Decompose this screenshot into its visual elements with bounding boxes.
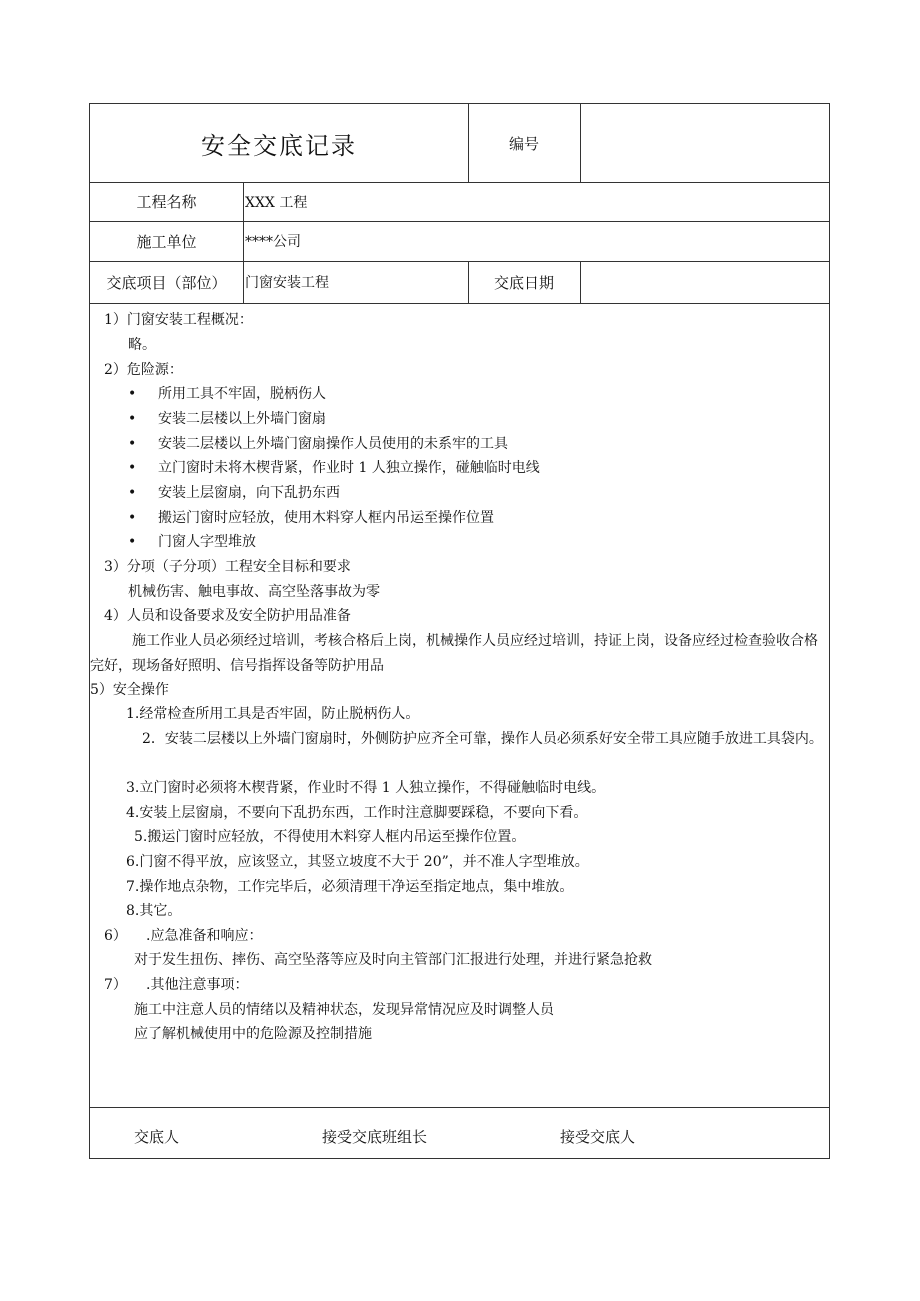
section-3-text: 机械伤害、触电事故、高空坠落事故为零	[128, 584, 380, 600]
bullet-icon: •	[128, 436, 137, 452]
project-name-value: XXX 工程	[245, 194, 308, 211]
section-5-title: 5）安全操作	[90, 682, 169, 698]
section-6-title: .应急准备和响应：	[146, 928, 263, 944]
hazard-text: 搬运门窗时应轻放，使用木料穿人框内吊运至操作位置	[158, 510, 494, 526]
section-4-text: 施工作业人员必须经过培训，考核合格后上岗，机械操作人员应经过培训，持证上岗，设备应经过检查验收合格完好，现场备好照明、信号指挥设备等防护用品	[90, 633, 818, 674]
hazard-item	[128, 530, 256, 555]
bullet-icon: •	[128, 386, 137, 402]
operation-item: 1.经常检查所用工具是否牢固，防止脱柄伤人。	[126, 706, 420, 722]
team-leader-label: 接受交底班组长	[322, 1128, 428, 1146]
operation-item: 7.操作地点杂物，工作完毕后，必须清理干净运至指定地点，集中堆放。	[126, 879, 574, 895]
section-3-title: 3）分项（子分项）工程安全目标和要求	[104, 559, 351, 575]
safety-briefing-form	[89, 103, 830, 1159]
hazard-item	[128, 432, 508, 457]
bullet-icon: •	[128, 460, 137, 476]
briefing-giver-label: 交底人	[134, 1128, 180, 1146]
bullet-icon: •	[128, 534, 137, 550]
hazard-item	[128, 407, 326, 432]
briefing-item-value: 门窗安装工程	[245, 275, 329, 291]
briefing-item-label: 交底项目（部位）	[106, 273, 227, 292]
hazard-text: 安装二层楼以上外墙门窗扇	[158, 411, 326, 427]
hazard-text: 安装二层楼以上外墙门窗扇操作人员使用的未系牢的工具	[158, 436, 508, 452]
hazard-text: 安装上层窗扇，向下乱扔东西	[158, 485, 340, 501]
number-field[interactable]	[580, 104, 831, 182]
operation-item: 8.其它。	[126, 903, 182, 919]
section-1-text: 略。	[128, 337, 156, 353]
document-title: 安全交底记录	[201, 131, 357, 160]
operation-item: 6.门窗不得平放，应该竖立，其竖立坡度不大于 20”，并不准人字型堆放。	[126, 854, 589, 870]
briefing-receiver-label: 接受交底人	[560, 1128, 636, 1146]
section-7-text: 施工中注意人员的情绪以及精神状态，发现异常情况应及时调整人员	[134, 1002, 554, 1018]
number-label: 编号	[508, 134, 539, 153]
operation-item: 4.安装上层窗扇，不要向下乱扔东西，工作时注意脚要踩稳，不要向下看。	[126, 805, 588, 821]
hazard-item	[128, 506, 494, 531]
bullet-icon: •	[128, 485, 137, 501]
bullet-icon: •	[128, 510, 137, 526]
row-divider	[90, 1107, 829, 1108]
project-name-label: 工程名称	[136, 193, 197, 211]
hazard-text: 门窗人字型堆放	[158, 534, 256, 550]
operation-item: 5.搬运门窗时应轻放，不得使用木料穿人框内吊运至操作位置。	[134, 829, 526, 845]
contractor-label: 施工单位	[136, 232, 197, 251]
briefing-date-label: 交底日期	[493, 273, 554, 292]
section-1-title: 1）门窗安装工程概况：	[104, 312, 253, 328]
briefing-date-field[interactable]	[580, 261, 831, 303]
section-4-title: 4）人员和设备要求及安全防护用品准备	[104, 608, 351, 624]
operation-item: 3.立门窗时必须将木楔背紧，作业时不得 1 人独立操作，不得碰触临时电线。	[126, 780, 606, 796]
bullet-icon: •	[128, 411, 137, 427]
operation-item: 2．安装二层楼以上外墙门窗扇时，外侧防护应齐全可靠，操作人员必须系好安全带工具应随手放进工具袋内。	[142, 731, 823, 747]
row-divider	[90, 303, 829, 304]
section-6-number: 6）	[104, 928, 127, 944]
hazard-text: 立门窗时未将木楔背紧，作业时 1 人独立操作，碰触临时电线	[158, 460, 540, 476]
section-7-title: .其他注意事项：	[146, 977, 249, 993]
hazard-item	[128, 456, 540, 481]
section-6-text: 对于发生扭伤、摔伤、高空坠落等应及时向主管部门汇报进行处理，并进行紧急抢救	[134, 952, 652, 968]
hazard-text: 所用工具不牢固，脱柄伤人	[158, 386, 326, 402]
section-2-title: 2）危险源：	[104, 362, 183, 378]
hazard-item	[128, 481, 340, 506]
section-7-number: 7）	[104, 977, 127, 993]
hazard-item	[128, 382, 326, 407]
section-7-text: 应了解机械使用中的危险源及控制措施	[134, 1026, 372, 1042]
contractor-value: ****公司	[245, 234, 301, 250]
